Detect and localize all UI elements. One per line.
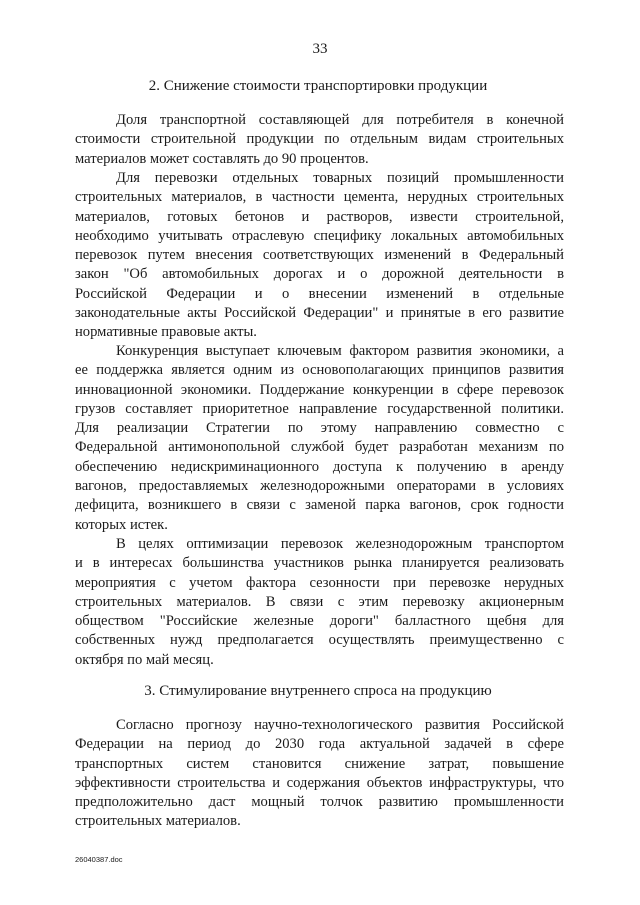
section-2-heading: 2. Снижение стоимости транспортировки продукции [148,78,488,94]
text-line: Федеральной антимонопольной службой будет разработан механизм по [75,439,564,456]
section-3-heading: 3. Стимулирование внутреннего спроса на продукцию [144,683,492,699]
text-line: Доля транспортной составляющей для потребителя в конечной [116,112,564,128]
text-line: собственных нужд предполагается осуществлять преимущественно с [75,632,564,649]
text-line: Для перевозки отдельных товарных позиций промышленности [116,170,564,186]
text-line: и в интересах большинства участников рынка планируется реализовать [75,555,564,572]
text-line: строительных материалов. В связи с этим перевозку акционерным [75,593,564,610]
text-line: строительных материалов. [75,813,241,830]
text-line: Федерации на период до 2030 года актуальной задачей в сфере [75,736,564,753]
text-line: вагонов, предоставляемых железнодорожными операторами в условиях [75,478,564,495]
text-line: которых истек. [75,516,168,533]
text-line: материалов, готовых бетонов и растворов, извести строительной, [75,208,564,225]
text-line: нормативные правовые акты. [75,324,257,341]
text-line: материалов может составлять до 90 процентов. [75,150,369,167]
text-line: инновационной экономики. Поддержание конкуренции в сфере перевозок [75,381,564,398]
document-file-name: 26040387.doc [75,855,123,864]
section-2-paragraph-4 [75,535,564,670]
text-line: Согласно прогнозу научно-технологического развития Российской [116,717,564,733]
section-2-paragraph-2 [75,169,564,343]
text-line: Конкуренция выступает ключевым фактором развития экономики, а [116,343,564,359]
text-line: строительных материалов, в частности цемента, нерудных строительных [75,189,564,206]
text-line: предположительно даст мощный толчок развитию промышленности [75,794,564,811]
text-line: Для реализации Стратегии по этому направлению совместно с [75,420,564,437]
text-line: законодательные акты Российской Федерации" и принятые в его развитие [75,305,564,322]
text-line: ее поддержка является одним из основополагающих принципов развития [75,362,564,379]
text-line: обществом "Российские железные дороги" балластного щебня для [75,613,564,630]
text-line: необходимо учитывать отраслевую специфику локальных автомобильных [75,227,564,244]
section-2-paragraph-1 [75,111,564,169]
section-2-paragraph-3 [75,342,564,535]
text-line: грузов составляет приоритетное направление государственной политики. [75,400,564,417]
text-line: В целях оптимизации перевозок железнодорожным транспортом [116,536,564,552]
section-3-paragraph-1 [75,716,564,832]
text-line: Российской Федерации и о внесении изменений в отдельные [75,285,564,302]
text-line: обеспечению недискриминационного доступа к получению в аренду [75,458,564,475]
text-line: стоимости строительной продукции по отдельным видам строительных [75,131,564,148]
text-line: октября по май месяц. [75,651,214,668]
text-line: транспортных систем становится снижение затрат, повышение [75,755,564,772]
text-line: дефицита, возникшего в связи с заменой парка вагонов, срок годности [75,497,564,514]
text-line: эффективности строительства и содержания объектов инфраструктуры, что [75,774,564,791]
page-number: 33 [312,41,328,57]
text-line: перевозок путем внесения соответствующих изменений в Федеральный [75,247,564,264]
text-line: закон "Об автомобильных дорогах и о дорожной деятельности в [75,266,564,283]
text-line: мероприятия с учетом фактора сезонности при перевозке нерудных [75,574,564,591]
